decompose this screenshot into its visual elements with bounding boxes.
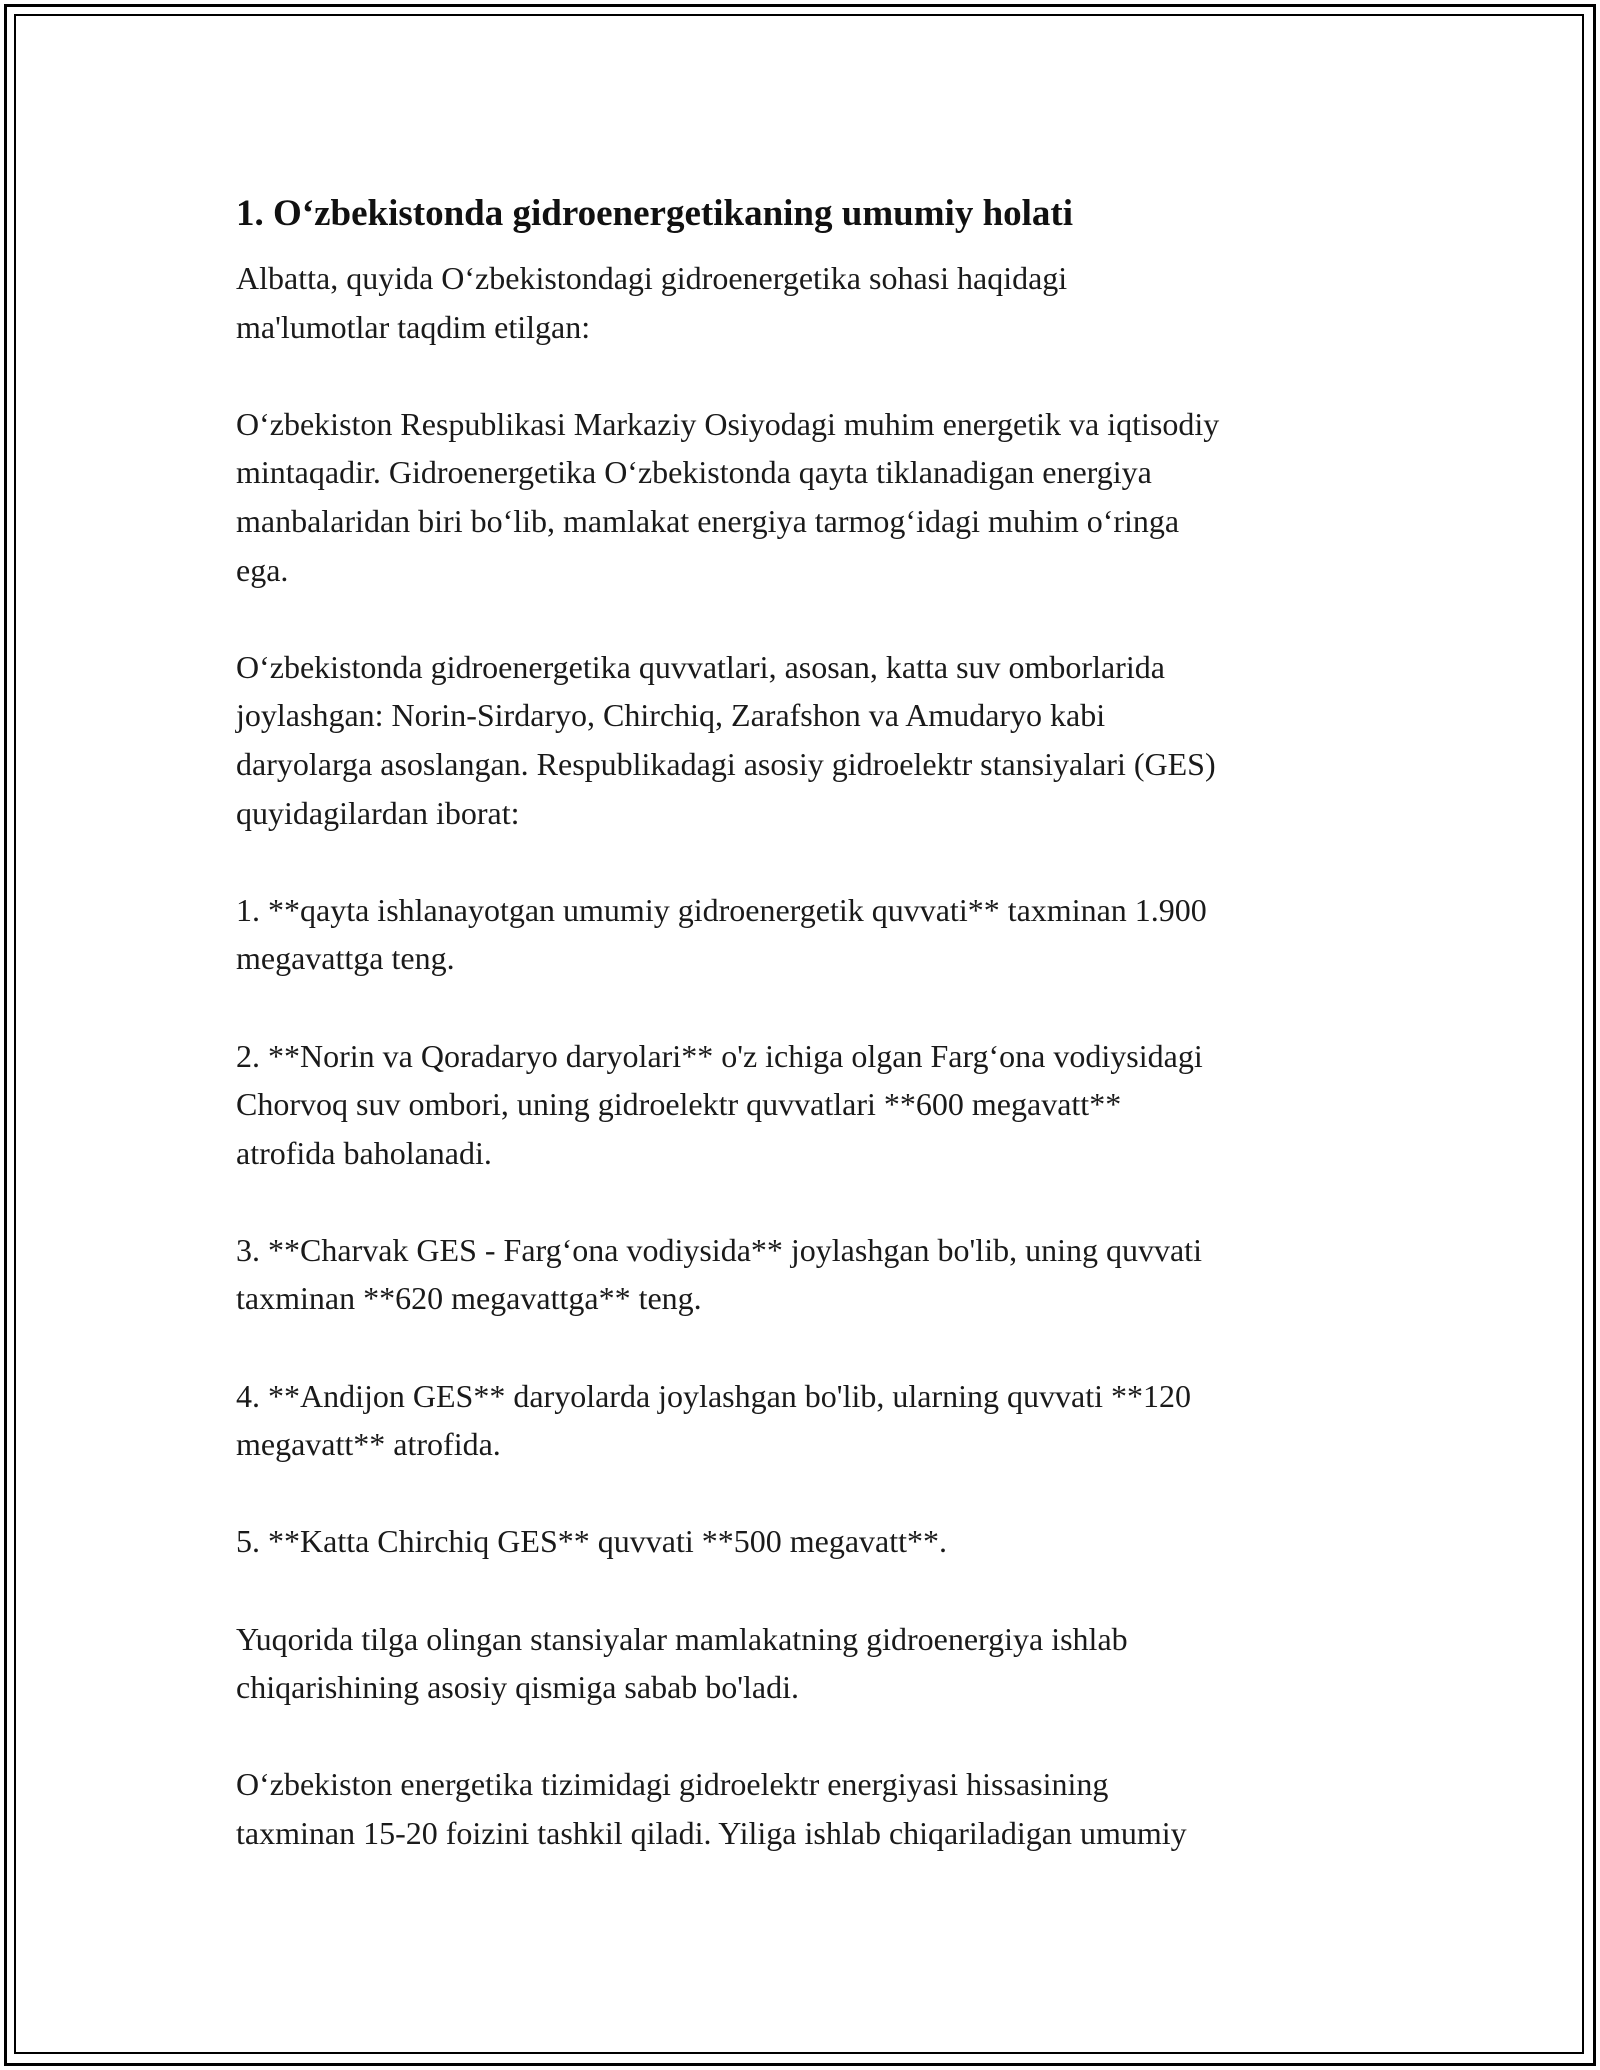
document-page <box>236 188 1366 1906</box>
share-paragraph: O‘zbekiston energetika tizimidagi gidroelektr energiyasi hissasining taxminan 15-20 foizini tashkil qiladi. Yiliga ishlab chiqariladigan umumiy <box>236 1766 1187 1851</box>
summary-paragraph: Yuqorida tilga olingan stansiyalar mamlakatning gidroenergiya ishlab chiqarishining asosiy qismiga sabab bo'ladi. <box>236 1620 1128 1706</box>
list-item-1: 1. **qayta ishlanayotgan umumiy gidroenergetik quvvati** taxminan 1.900 megavattga teng. <box>236 891 1207 977</box>
list-item-2: 2. **Norin va Qoradaryo daryolari** o'z ichiga olgan Farg‘ona vodiysidagi Chorvoq suv ombori, uning gidroelektr quvvatlari **600 megavatt** atrofida baholanadi. <box>236 1037 1203 1171</box>
list-item-3: 3. **Charvak GES - Farg‘ona vodiysida** joylashgan bo'lib, uning quvvati taxminan **620 megavattga** teng. <box>236 1231 1202 1317</box>
intro-paragraph: Albatta, quyida O‘zbekistondagi gidroenergetika sohasi haqidagi ma'lumotlar taqdim etilgan: <box>236 260 1068 345</box>
capacity-paragraph: O‘zbekistonda gidroenergetika quvvatlari, asosan, katta suv omborlarida joylashgan: Norin-Sirdaryo, Chirchiq, Zarafshon va Amudaryo kabi daryolarga asoslangan. Respublikadagi asosiy gidroelektr stansiyalari (GES) quyidagilardan iborat: <box>236 648 1216 831</box>
list-item-4: 4. **Andijon GES** daryolarda joylashgan bo'lib, ularning quvvati **120 megavatt** atrofida. <box>236 1377 1191 1463</box>
list-item-5: 5. **Katta Chirchiq GES** quvvati **500 megavatt**. <box>236 1523 947 1560</box>
overview-paragraph: O‘zbekiston Respublikasi Markaziy Osiyodagi muhim energetik va iqtisodiy mintaqadir. Gidroenergetika O‘zbekistonda qayta tiklanadigan energiya manbalaridan biri bo‘lib, mamlakat energiya tarmog‘idagi muhim o‘ringa ega. <box>236 405 1220 588</box>
section-heading: 1. O‘zbekistonda gidroenergetikaning umumiy holati <box>236 193 1074 234</box>
